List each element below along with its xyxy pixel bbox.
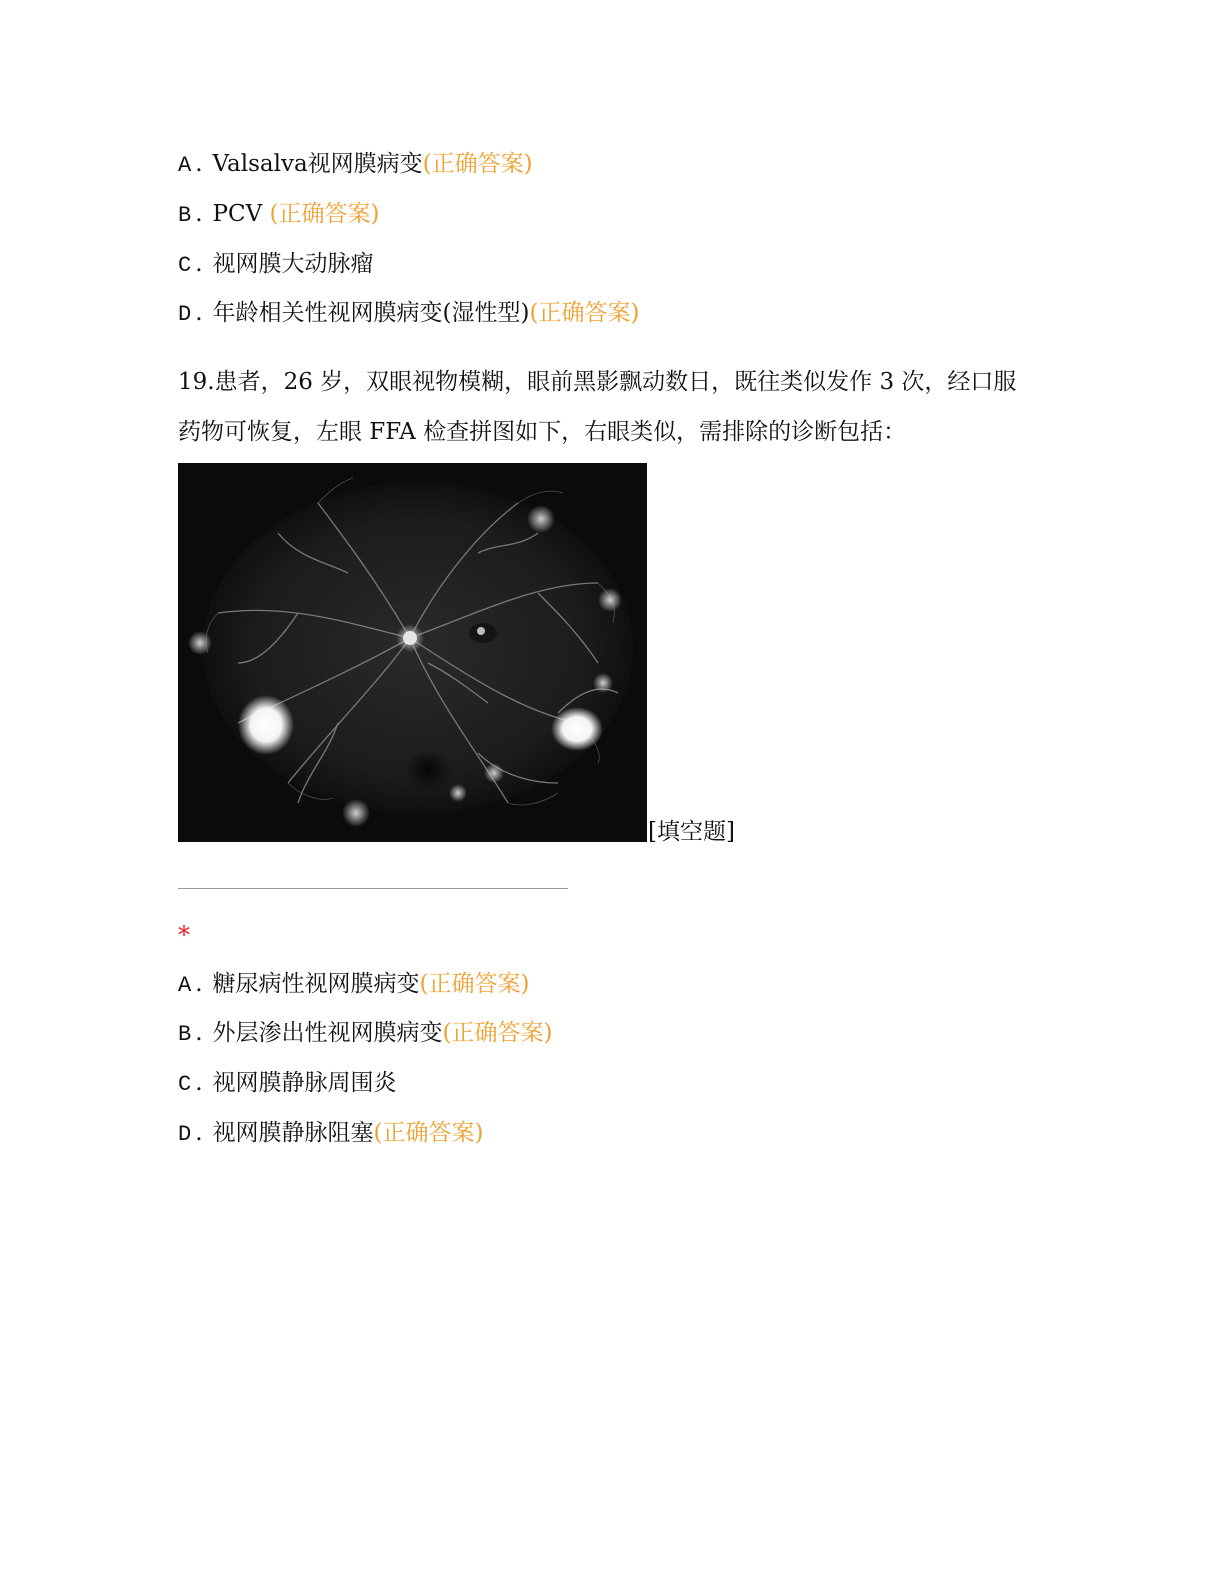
option-text: 年龄相关性视网膜病变(湿性型) xyxy=(212,300,530,326)
correct-answer-tag: (正确答案) xyxy=(269,201,380,227)
option-text: 视网膜大动脉瘤 xyxy=(212,251,374,277)
option-text: 外层渗出性视网膜病变 xyxy=(212,1020,443,1046)
ffa-fundus-image xyxy=(178,463,647,842)
option-letter: D xyxy=(178,302,192,327)
option-b: B . 外层渗出性视网膜病变(正确答案) xyxy=(178,1020,553,1047)
option-letter: C xyxy=(178,1072,192,1097)
correct-answer-tag: (正确答案) xyxy=(422,151,533,177)
question-stem-line-2: 药物可恢复，左眼 FFA 检查拼图如下，右眼类似，需排除的诊断包括： xyxy=(178,419,907,445)
required-mark: * xyxy=(178,921,190,949)
option-d: D . 年龄相关性视网膜病变(湿性型)(正确答案) xyxy=(178,300,640,327)
option-text: Valsalva视网膜病变 xyxy=(212,151,423,177)
option-a: A . Valsalva视网膜病变(正确答案) xyxy=(178,151,533,178)
option-letter: B xyxy=(178,1022,192,1047)
option-letter: C xyxy=(178,253,192,278)
option-letter: D xyxy=(178,1122,192,1147)
option-d: D . 视网膜静脉阻塞(正确答案) xyxy=(178,1120,484,1147)
question-stem-line-1: 19.患者，26 岁，双眼视物模糊，眼前黑影飘动数日，既往类似发作 3 次，经口服 xyxy=(178,369,1017,395)
option-text: 视网膜静脉阻塞 xyxy=(212,1120,374,1146)
correct-answer-tag: (正确答案) xyxy=(442,1020,553,1046)
question-type-label: [填空题] xyxy=(648,819,735,845)
option-letter: B xyxy=(178,203,192,228)
option-text: PCV xyxy=(212,201,270,227)
option-c: C . 视网膜大动脉瘤 xyxy=(178,251,374,278)
option-c: C . 视网膜静脉周围炎 xyxy=(178,1070,397,1097)
option-text: 视网膜静脉周围炎 xyxy=(212,1070,397,1096)
option-b: B . PCV (正确答案) xyxy=(178,201,380,228)
correct-answer-tag: (正确答案) xyxy=(419,971,530,997)
answer-blank[interactable] xyxy=(178,888,568,889)
correct-answer-tag: (正确答案) xyxy=(529,300,640,326)
option-letter: A xyxy=(178,973,192,998)
option-text: 糖尿病性视网膜病变 xyxy=(212,971,420,997)
option-letter: A xyxy=(178,153,192,178)
option-a: A . 糖尿病性视网膜病变(正确答案) xyxy=(178,971,530,998)
correct-answer-tag: (正确答案) xyxy=(373,1120,484,1146)
